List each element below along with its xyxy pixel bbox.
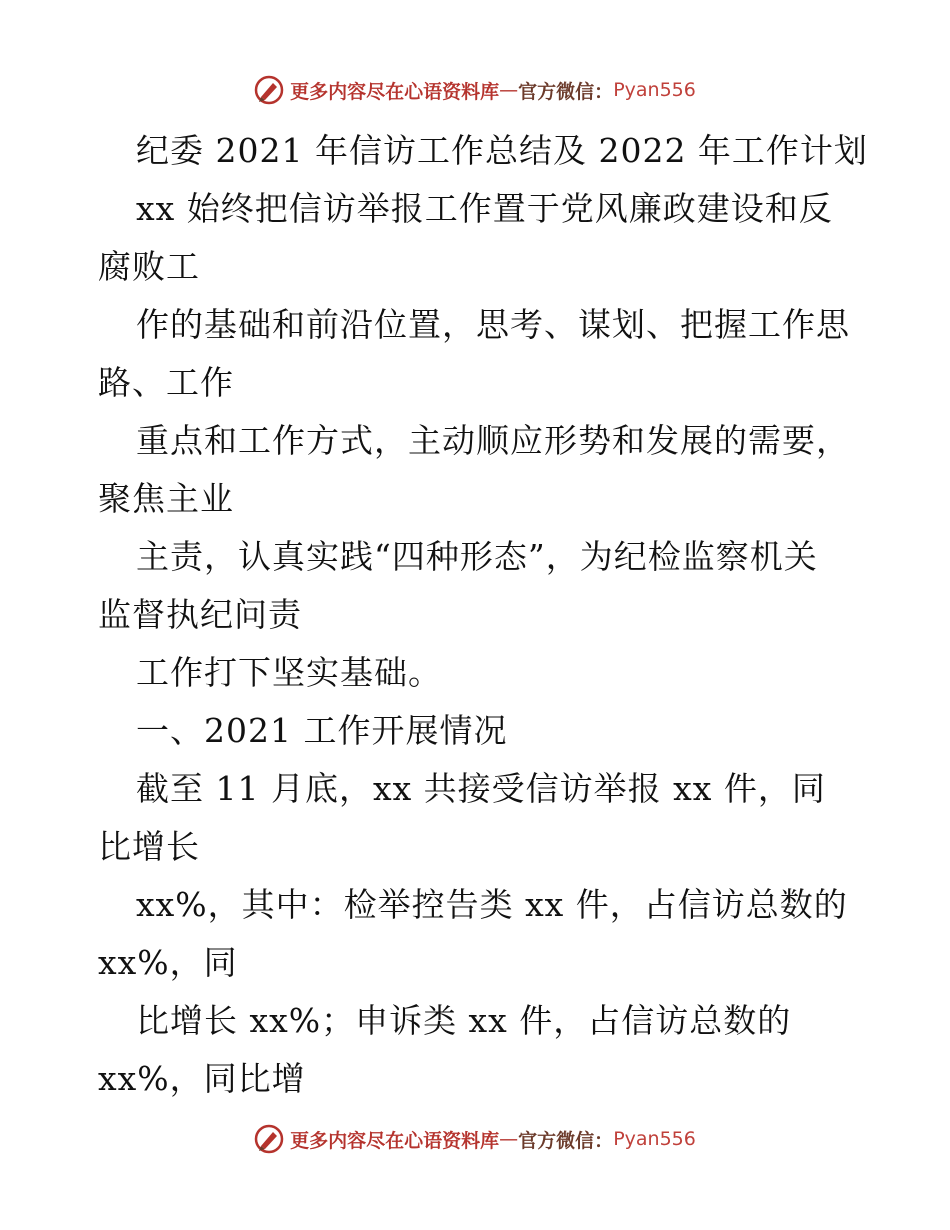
pen-logo-icon bbox=[254, 75, 284, 105]
banner-dash: — bbox=[499, 79, 519, 101]
document-line: 监督执纪问责 bbox=[98, 595, 302, 634]
header-banner bbox=[0, 70, 950, 110]
document-line: 比增长 xx%；申诉类 xx 件，占信访总数的 bbox=[136, 1001, 792, 1040]
document-line: xx%，其中：检举控告类 xx 件，占信访总数的 bbox=[136, 885, 848, 924]
banner-main-text: 更多内容尽在心语资料库 bbox=[290, 80, 500, 103]
document-line: 重点和工作方式，主动顺应形势和发展的需要， bbox=[136, 421, 850, 460]
document-line: 聚焦主业 bbox=[98, 479, 234, 518]
document-body bbox=[98, 122, 868, 1108]
document-line: xx 始终把信访举报工作置于党风廉政建设和反 bbox=[136, 189, 833, 228]
banner-main-text: 更多内容尽在心语资料库 bbox=[290, 1129, 500, 1152]
banner-dash: — bbox=[499, 1128, 519, 1150]
banner-official-label: 官方微信： bbox=[518, 1129, 614, 1152]
banner-official-label: 官方微信： bbox=[518, 80, 614, 103]
document-line: 腐败工 bbox=[98, 247, 200, 286]
document-line: 主责，认真实践“四种形态”，为纪检监察机关 bbox=[136, 537, 818, 576]
document-line: 截至 11 月底，xx 共接受信访举报 xx 件，同 bbox=[136, 769, 826, 808]
banner-wechat-id: Pyan556 bbox=[613, 1128, 696, 1150]
pen-logo-icon bbox=[254, 1124, 284, 1154]
document-line: 比增长 bbox=[98, 827, 200, 866]
document-line: 工作打下坚实基础。 bbox=[136, 653, 442, 692]
document-line: 一、2021 工作开展情况 bbox=[136, 711, 508, 750]
footer-banner bbox=[0, 1119, 950, 1159]
document-line: 作的基础和前沿位置，思考、谋划、把握工作思 bbox=[136, 305, 850, 344]
document-line: xx%，同比增 bbox=[98, 1059, 306, 1098]
document-line: xx%，同 bbox=[98, 943, 238, 982]
document-line: 纪委 2021 年信访工作总结及 2022 年工作计划 bbox=[136, 131, 868, 170]
document-line: 路、工作 bbox=[98, 363, 234, 402]
banner-wechat-id: Pyan556 bbox=[613, 79, 696, 101]
